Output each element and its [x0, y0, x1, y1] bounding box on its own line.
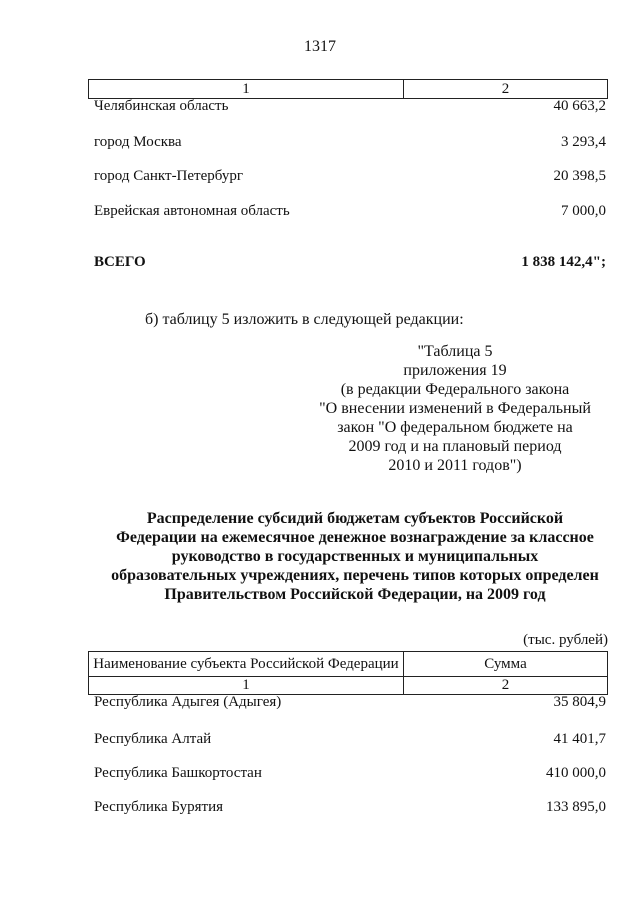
caption-line: 2010 и 2011 годов") [388, 457, 522, 474]
column-number-1: 1 [89, 80, 404, 98]
total-value: 1 838 142,4"; [521, 254, 606, 270]
units-label: (тыс. рублей) [523, 632, 608, 648]
table-row [94, 731, 606, 748]
row-value: 7 000,0 [561, 203, 606, 219]
caption-line: приложения 19 [403, 362, 507, 379]
caption-line: "О внесении изменений в Федеральный [319, 400, 591, 417]
table-row [94, 203, 606, 220]
caption-line: закон "О федеральном бюджете на [337, 419, 573, 436]
row-value: 3 293,4 [561, 134, 606, 150]
row-name: Республика Башкортостан [94, 765, 262, 781]
page-number: 1317 [304, 38, 336, 55]
row-value: 41 401,7 [553, 731, 606, 747]
row-value: 20 398,5 [553, 168, 606, 184]
row-name: город Санкт-Петербург [94, 168, 243, 184]
new-table-header [88, 651, 608, 695]
caption-line: "Таблица 5 [417, 343, 493, 360]
row-value: 40 663,2 [553, 98, 606, 114]
row-value: 410 000,0 [546, 765, 606, 781]
table-row [94, 765, 606, 782]
column-number-2: 2 [501, 677, 510, 693]
header-amount: Сумма [484, 656, 527, 672]
row-value: 133 895,0 [546, 799, 606, 815]
title-line: Федерации на ежемесячное денежное вознаграждение за классное [116, 529, 594, 546]
title-line: руководство в государственных и муниципальных [171, 548, 539, 565]
row-name: Еврейская автономная область [94, 203, 290, 219]
title-line: Распределение субсидий бюджетам субъектов Российской [146, 510, 564, 527]
table-row [94, 98, 606, 115]
row-name: Республика Алтай [94, 731, 212, 747]
table-caption [310, 342, 600, 475]
table-row [94, 694, 606, 711]
column-number-2: 2 [501, 81, 510, 97]
header-subject-name: Наименование субъекта Российской Федерации [89, 652, 404, 676]
table-row [94, 168, 606, 185]
row-value: 35 804,9 [553, 694, 606, 710]
instruction-text: б) таблицу 5 изложить в следующей редакции: [145, 311, 464, 328]
table-title [90, 509, 620, 604]
caption-line: (в редакции Федерального закона [340, 381, 570, 398]
column-number-1: 1 [89, 677, 404, 694]
table-row [94, 799, 606, 816]
row-name: Челябинская область [94, 98, 229, 114]
table-row [94, 134, 606, 151]
caption-line: 2009 год и на плановый период [348, 438, 562, 455]
row-name: город Москва [94, 134, 182, 150]
row-name: Республика Адыгея (Адыгея) [94, 694, 282, 710]
title-line: образовательных учреждениях, перечень типов которых определен [111, 567, 599, 584]
row-name: Республика Бурятия [94, 799, 224, 815]
title-line: Правительством Российской Федерации, на 2009 год [164, 586, 546, 603]
continued-table-header [88, 79, 608, 99]
total-row [94, 254, 606, 271]
total-label: ВСЕГО [94, 254, 146, 270]
